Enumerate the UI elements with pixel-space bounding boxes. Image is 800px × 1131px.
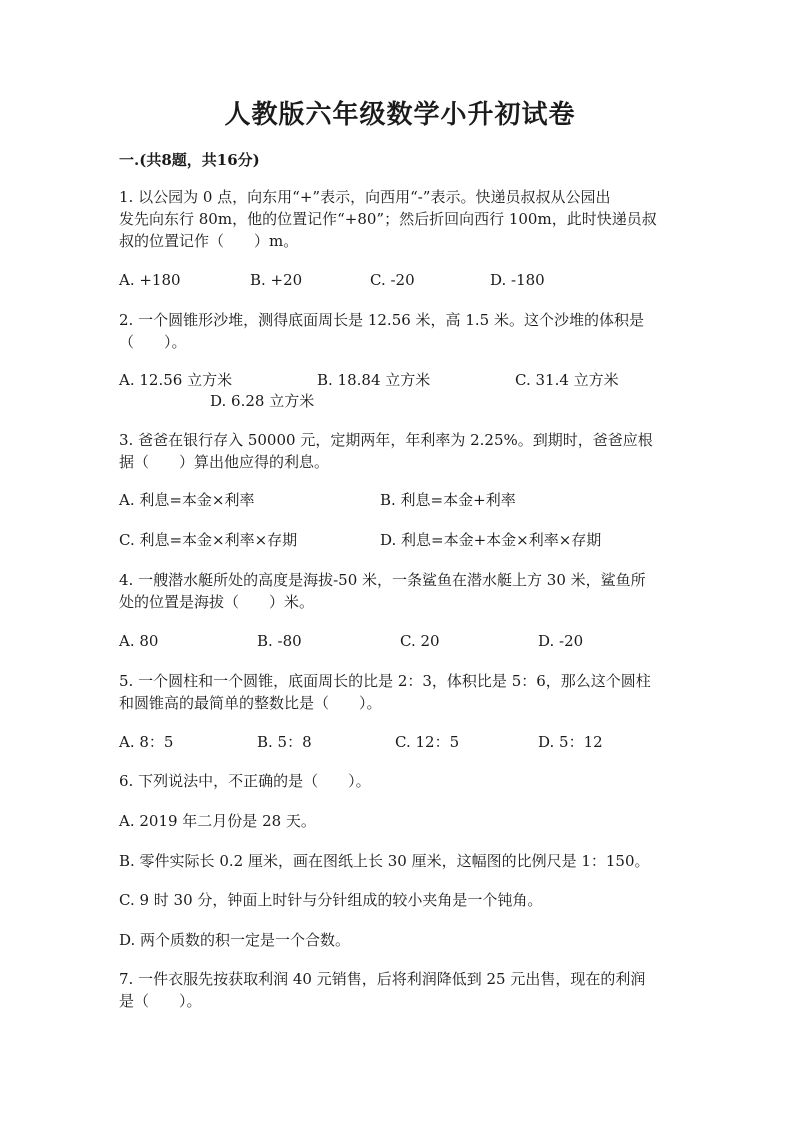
question-line: 4. 一艘潜水艇所处的高度是海拔-50 米，一条鲨鱼在潜水艇上方 30 米，鲨鱼所 [119, 571, 646, 589]
option-b[interactable]: B. -80 [257, 632, 302, 650]
option-b[interactable]: B. +20 [250, 271, 303, 289]
option-a[interactable]: A. 2019 年二月份是 28 天。 [119, 812, 316, 830]
option-d[interactable]: D. -180 [490, 271, 545, 289]
question-line: 和圆锥高的最简单的整数比是（ ）。 [119, 694, 382, 712]
option-d[interactable]: D. -20 [538, 632, 584, 650]
question-line: 7. 一件衣服先按获取利润 40 元销售，后将利润降低到 25 元出售，现在的利润 [119, 970, 646, 988]
option-a[interactable]: A. +180 [119, 271, 181, 289]
option-b[interactable]: B. 18.84 立方米 [317, 371, 431, 389]
option-c[interactable]: C. 20 [400, 632, 440, 650]
section-heading: 一.(共8题，共16分) [119, 151, 260, 169]
option-b[interactable]: B. 零件实际长 0.2 厘米，画在图纸上长 30 厘米，这幅图的比例尺是 1：150。 [119, 852, 650, 870]
question-3 [119, 429, 684, 473]
question-line: 是（ ）。 [119, 992, 202, 1010]
option-a[interactable]: A. 8：5 [119, 733, 174, 751]
question-2 [119, 309, 684, 353]
option-c[interactable]: C. 12：5 [395, 733, 460, 751]
option-d[interactable]: D. 5：12 [538, 733, 603, 751]
question-line: （ ）。 [119, 333, 187, 351]
option-c[interactable]: C. 31.4 立方米 [515, 371, 619, 389]
question-7 [119, 968, 684, 1012]
question-1 [119, 186, 684, 252]
option-c[interactable]: C. 利息=本金×利率×存期 [119, 531, 298, 549]
option-b[interactable]: B. 利息=本金+利率 [380, 491, 516, 509]
question-line: 处的位置是海拔（ ）米。 [119, 593, 315, 611]
option-d[interactable]: D. 6.28 立方米 [210, 392, 315, 410]
question-line: 3. 爸爸在银行存入 50000 元，定期两年，年利率为 2.25%。到期时，爸爸应根 [119, 431, 653, 449]
question-line: 5. 一个圆柱和一个圆锥，底面周长的比是 2：3，体积比是 5：6，那么这个圆柱 [119, 672, 651, 690]
page-title: 人教版六年级数学小升初试卷 [224, 100, 576, 130]
option-c[interactable]: C. -20 [370, 271, 415, 289]
question-line: 叔的位置记作（ ）m。 [119, 232, 299, 250]
option-c[interactable]: C. 9 时 30 分，钟面上时针与分针组成的较小夹角是一个钝角。 [119, 891, 543, 909]
question-5 [119, 670, 684, 714]
option-b[interactable]: B. 5：8 [257, 733, 312, 751]
option-a[interactable]: A. 12.56 立方米 [119, 371, 233, 389]
question-6 [119, 770, 684, 792]
question-line: 2. 一个圆锥形沙堆，测得底面周长是 12.56 米，高 1.5 米。这个沙堆的体积是 [119, 311, 644, 329]
option-d[interactable]: D. 两个质数的积一定是一个合数。 [119, 931, 351, 949]
question-line: 据（ ）算出他应得的利息。 [119, 453, 330, 471]
question-line: 发先向东行 80m，他的位置记作“+80”；然后折回向西行 100m，此时快递员叔 [119, 210, 657, 228]
question-line: 1. 以公园为 0 点，向东用“+”表示，向西用“-”表示。快递员叔叔从公园出 [119, 188, 611, 206]
option-a[interactable]: A. 80 [119, 632, 159, 650]
option-d[interactable]: D. 利息=本金+本金×利率×存期 [380, 531, 602, 549]
question-4 [119, 569, 684, 613]
option-a[interactable]: A. 利息=本金×利率 [119, 491, 255, 509]
question-line: 6. 下列说法中，不正确的是（ ）。 [119, 772, 371, 790]
